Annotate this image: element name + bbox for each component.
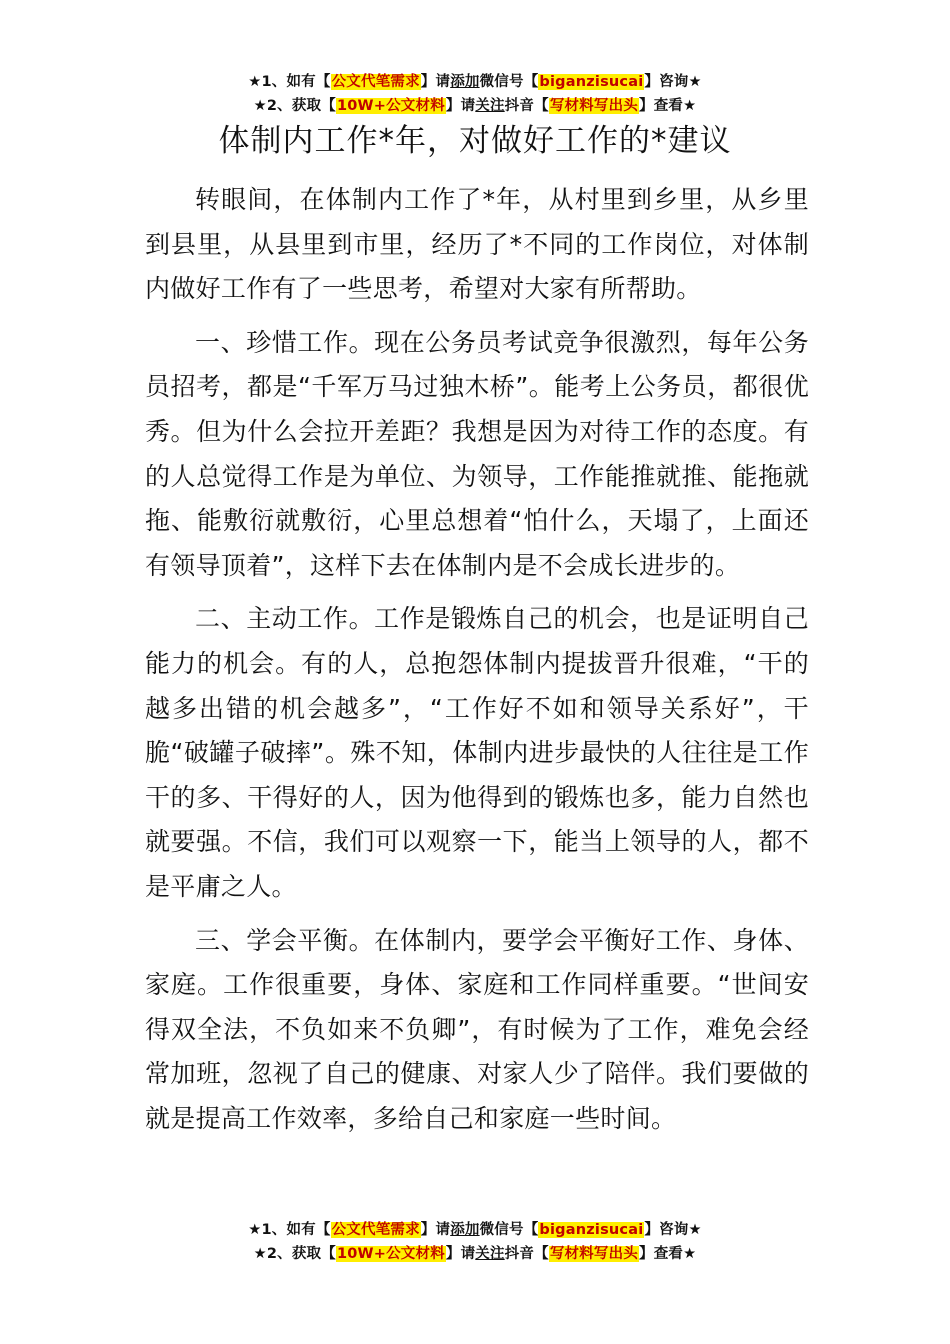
document-title: 体制内工作*年，对做好工作的*建议 [218,123,732,159]
banner-underlined-text: 关注 [475,98,505,114]
paragraph-proactive-work: 二、主动工作。工作是锻炼自己的机会，也是证明自己能力的机会。有的人，总抱怨体制内提拔晋升很难，“干的越多出错的机会越多”，“工作好不如和领导关系好”，干脆“破罐子破摔”。殊不知，体制内进步最快的人往往是工作干的多、干得好的人，因为他得到的锻炼也多，能力自然也就要强。不信，我们可以观察一下，能当上领导的人，都不是平庸之人。 [145,604,809,901]
banner-text: 】请 [420,74,451,90]
banner-text: 抖音【 [504,98,549,114]
banner-highlight: 写材料写出头 [549,98,639,114]
banner-highlight: 公文代笔需求 [331,1222,420,1238]
banner-text: 】查看★ [639,1246,697,1262]
paragraph-intro: 转眼间，在体制内工作了*年，从村里到乡里，从乡里到县里，从县里到市里，经历了*不同的工作岗位，对体制内做好工作有了一些思考，希望对大家有所帮助。 [145,185,809,304]
banner-highlight: 公文代笔需求 [331,74,420,90]
banner-highlight: biganzisucai [539,1222,644,1238]
banner-underlined-text: 添加 [450,1222,480,1238]
banner-text: 】咨询★ [644,74,702,90]
banner-text: 抖音【 [504,1246,549,1262]
banner-highlight: 10W+公文材料 [336,98,445,114]
banner-line-2 [0,94,950,118]
banner-highlight: 10W+公文材料 [336,1246,445,1262]
banner-highlight: 写材料写出头 [549,1246,639,1262]
banner-text: 】查看★ [639,98,697,114]
banner-line-1 [0,70,950,94]
banner-text: 】请 [420,1222,451,1238]
banner-text: ★2、获取【 [253,1246,336,1262]
banner-underlined-text: 关注 [475,1246,505,1262]
banner-text: 】请 [445,1246,476,1262]
top-banner [0,70,950,118]
banner-line-2 [0,1242,950,1266]
banner-underlined-text: 添加 [450,74,480,90]
banner-text: ★1、如有【 [248,74,331,90]
banner-text: ★1、如有【 [248,1222,331,1238]
document-body [145,178,809,1150]
banner-text: 微信号【 [479,74,539,90]
bottom-banner [0,1218,950,1266]
banner-text: 微信号【 [479,1222,539,1238]
paragraph-cherish-work: 一、珍惜工作。现在公务员考试竞争很激烈，每年公务员招考，都是“千军万马过独木桥”。能考上公务员，都很优秀。但为什么会拉开差距？我想是因为对待工作的态度。有的人总觉得工作是为单位、为领导，工作能推就推、能拖就拖、能敷衍就敷衍，心里总想着“怕什么，天塌了，上面还有领导顶着”，这样下去在体制内是不会成长进步的。 [145,327,809,580]
banner-text: 】请 [445,98,476,114]
banner-highlight: biganzisucai [539,74,644,90]
banner-line-1 [0,1218,950,1242]
banner-text: 】咨询★ [644,1222,702,1238]
paragraph-balance: 三、学会平衡。在体制内，要学会平衡好工作、身体、家庭。工作很重要，身体、家庭和工作同样重要。“世间安得双全法，不负如来不负卿”，有时候为了工作，难免会经常加班，忽视了自己的健康、对家人少了陪伴。我们要做的就是提高工作效率，多给自己和家庭一些时间。 [145,925,809,1133]
banner-text: ★2、获取【 [253,98,336,114]
